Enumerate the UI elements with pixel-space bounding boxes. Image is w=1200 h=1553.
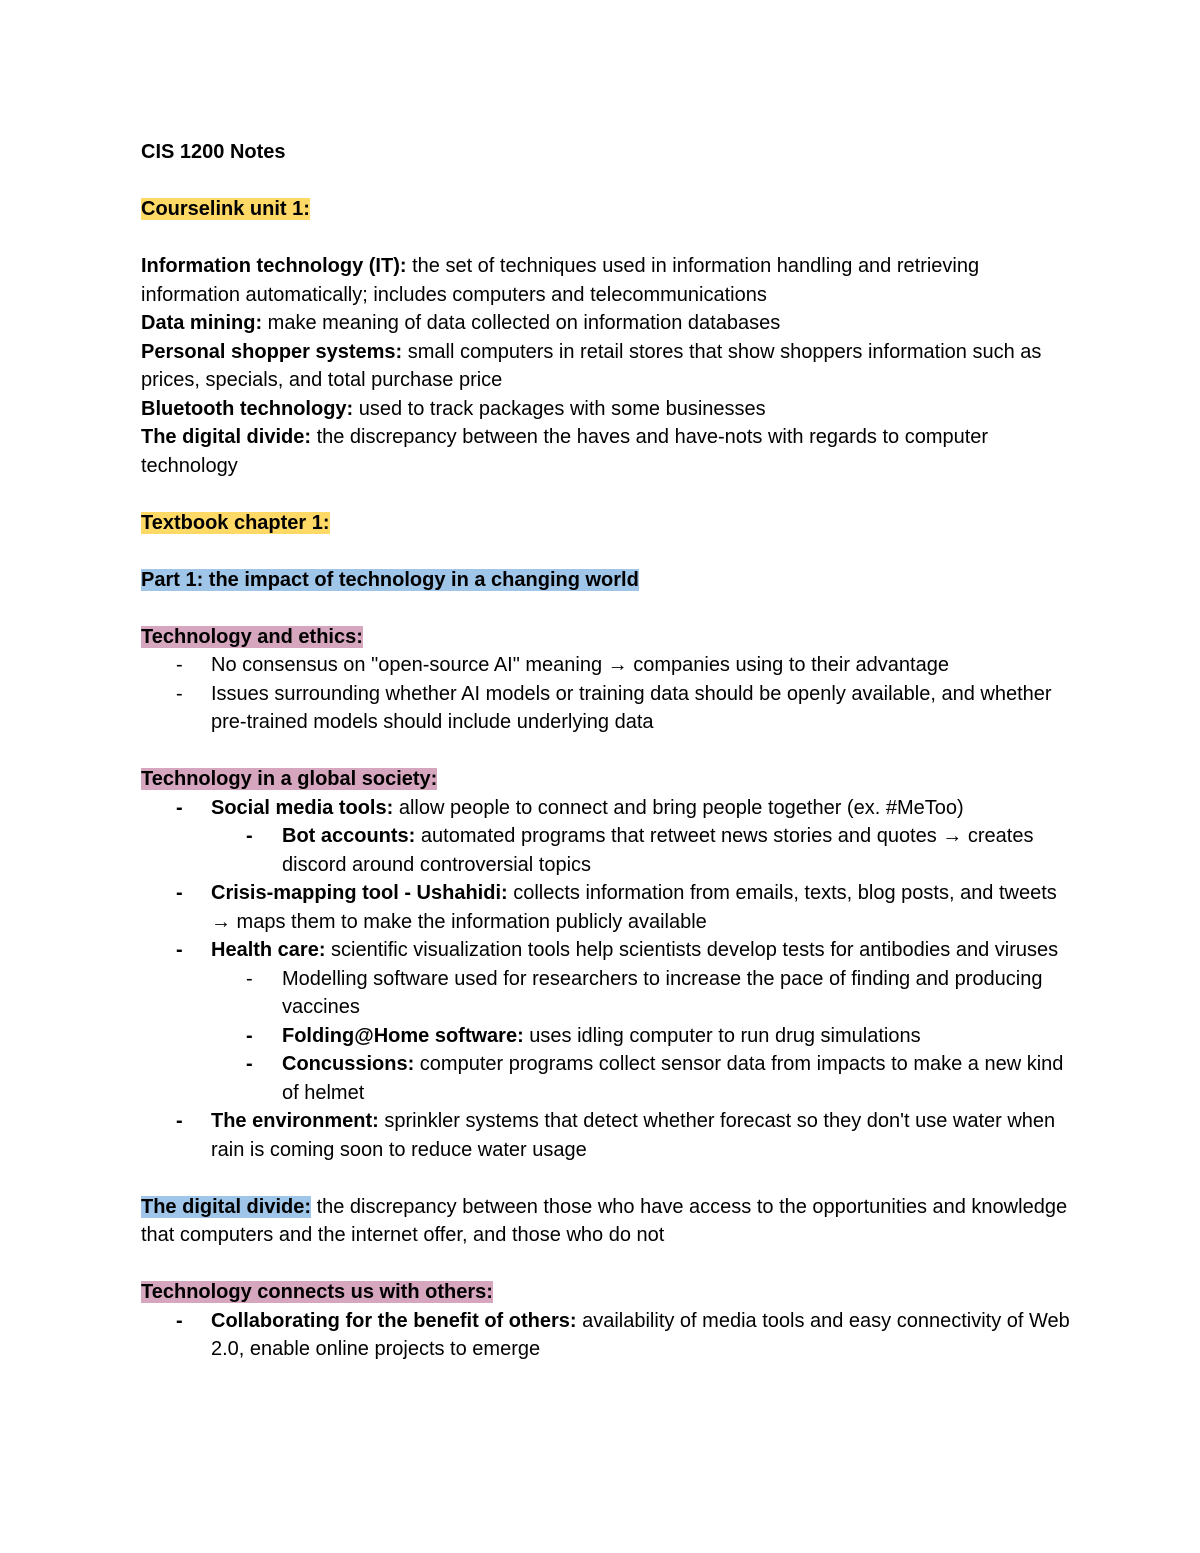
ethics-heading: Technology and ethics: <box>141 625 363 648</box>
list-item: - No consensus on "open-source AI" meaning → companies using to their advantage <box>141 651 1071 680</box>
term-label: The environment: <box>211 1110 379 1132</box>
term-definition: scientific visualization tools help scientists develop tests for antibodies and viruses <box>325 939 1059 961</box>
term-label: Bluetooth technology: <box>141 397 354 420</box>
term-definition: small computers in retail stores that show shoppers information such as prices, specials, and total purchase price <box>141 340 1042 391</box>
list-item <box>211 1050 1071 1107</box>
spacer <box>141 737 1071 766</box>
list-item: - Modelling software used for researchers to increase the pace of finding and producing vaccines <box>211 965 1071 1022</box>
courselink-terms <box>141 252 1071 480</box>
list-item <box>141 879 1071 936</box>
list-item: - Issues surrounding whether AI models or training data should be openly available, and whether pre-trained models should include underlying data <box>141 680 1071 737</box>
term-label: Collaborating for the benefit of others: <box>211 1309 577 1332</box>
part-heading: Part 1: the impact of technology in a changing world <box>141 568 639 591</box>
list-item <box>141 936 1071 1107</box>
spacer <box>141 1250 1071 1279</box>
spacer <box>141 167 1071 196</box>
list-item <box>211 1022 1071 1051</box>
term-definition: collects information from emails, texts, blog posts, and tweets → maps them to make the information publicly available <box>211 882 1057 933</box>
list-item <box>211 822 1071 879</box>
spacer <box>141 1164 1071 1193</box>
dash-bullet: - <box>176 796 183 819</box>
dash-bullet: - <box>176 939 183 961</box>
spacer <box>141 537 1071 566</box>
ethics-list <box>141 651 1071 737</box>
term-label: Health care: <box>211 939 326 961</box>
term-definition: sprinkler systems that detect whether forecast so they don't use water when rain is coming soon to reduce water usage <box>211 1110 1056 1161</box>
term-label: Personal shopper systems: <box>141 340 403 363</box>
sub-list <box>211 965 1071 1108</box>
term-definition: the discrepancy between the haves and have-nots with regards to computer technology <box>141 426 989 477</box>
term-definition: availability of media tools and easy connectivity of Web 2.0, enable online projects to emerge <box>211 1309 1070 1360</box>
dash-bullet: - <box>246 1053 253 1075</box>
term-label: Concussions: <box>282 1053 415 1075</box>
term-label: The digital divide: <box>141 426 312 448</box>
document-page <box>141 138 1071 1364</box>
term-item <box>141 395 1071 424</box>
document-title: CIS 1200 Notes <box>141 141 286 163</box>
dash-bullet: - <box>246 1024 253 1047</box>
digital-divide-paragraph <box>141 1193 1071 1250</box>
term-label: Information technology (IT): <box>141 255 407 277</box>
courselink-heading: Courselink unit 1: <box>141 198 310 220</box>
term-definition: the set of techniques used in information handling and retrieving information automatically; includes computers and telecommunications <box>141 255 980 306</box>
term-label: The digital divide: <box>141 1195 312 1218</box>
spacer <box>141 224 1071 253</box>
spacer <box>141 480 1071 509</box>
term-item <box>141 309 1071 338</box>
connects-heading: Technology connects us with others: <box>141 1281 493 1303</box>
global-heading: Technology in a global society: <box>141 768 438 790</box>
term-definition: computer programs collect sensor data from impacts to make a new kind of helmet <box>282 1053 1064 1104</box>
list-item <box>141 1307 1071 1364</box>
term-label: Folding@Home software: <box>282 1024 524 1047</box>
list-item <box>141 794 1071 880</box>
term-definition: automated programs that retweet news stories and quotes → creates discord around controversial topics <box>282 825 1034 876</box>
term-label: Data mining: <box>141 312 263 334</box>
dash-bullet: - <box>246 967 253 990</box>
dash-bullet: - <box>176 882 183 904</box>
dash-bullet: - <box>246 825 253 847</box>
term-definition: uses idling computer to run drug simulations <box>523 1024 921 1047</box>
term-item <box>141 423 1071 480</box>
dash-bullet: - <box>176 1110 183 1132</box>
global-list <box>141 794 1071 1165</box>
term-definition: make meaning of data collected on information databases <box>262 312 781 334</box>
dash-bullet: - <box>176 682 183 705</box>
spacer <box>141 594 1071 623</box>
list-item <box>141 1107 1071 1164</box>
term-label: Social media tools: <box>211 796 394 819</box>
sub-list <box>211 822 1071 879</box>
term-label: Crisis-mapping tool - Ushahidi: <box>211 882 508 904</box>
textbook-heading: Textbook chapter 1: <box>141 511 330 534</box>
term-definition: allow people to connect and bring people together (ex. #MeToo) <box>393 796 964 819</box>
dash-bullet: - <box>176 654 183 676</box>
term-label: Bot accounts: <box>282 825 416 847</box>
term-item <box>141 338 1071 395</box>
term-item <box>141 252 1071 309</box>
term-definition: used to track packages with some businesses <box>353 397 766 420</box>
connects-list <box>141 1307 1071 1364</box>
term-definition: the discrepancy between those who have access to the opportunities and knowledge that computers and the internet offer, and those who do not <box>141 1195 1068 1246</box>
dash-bullet: - <box>176 1309 183 1332</box>
